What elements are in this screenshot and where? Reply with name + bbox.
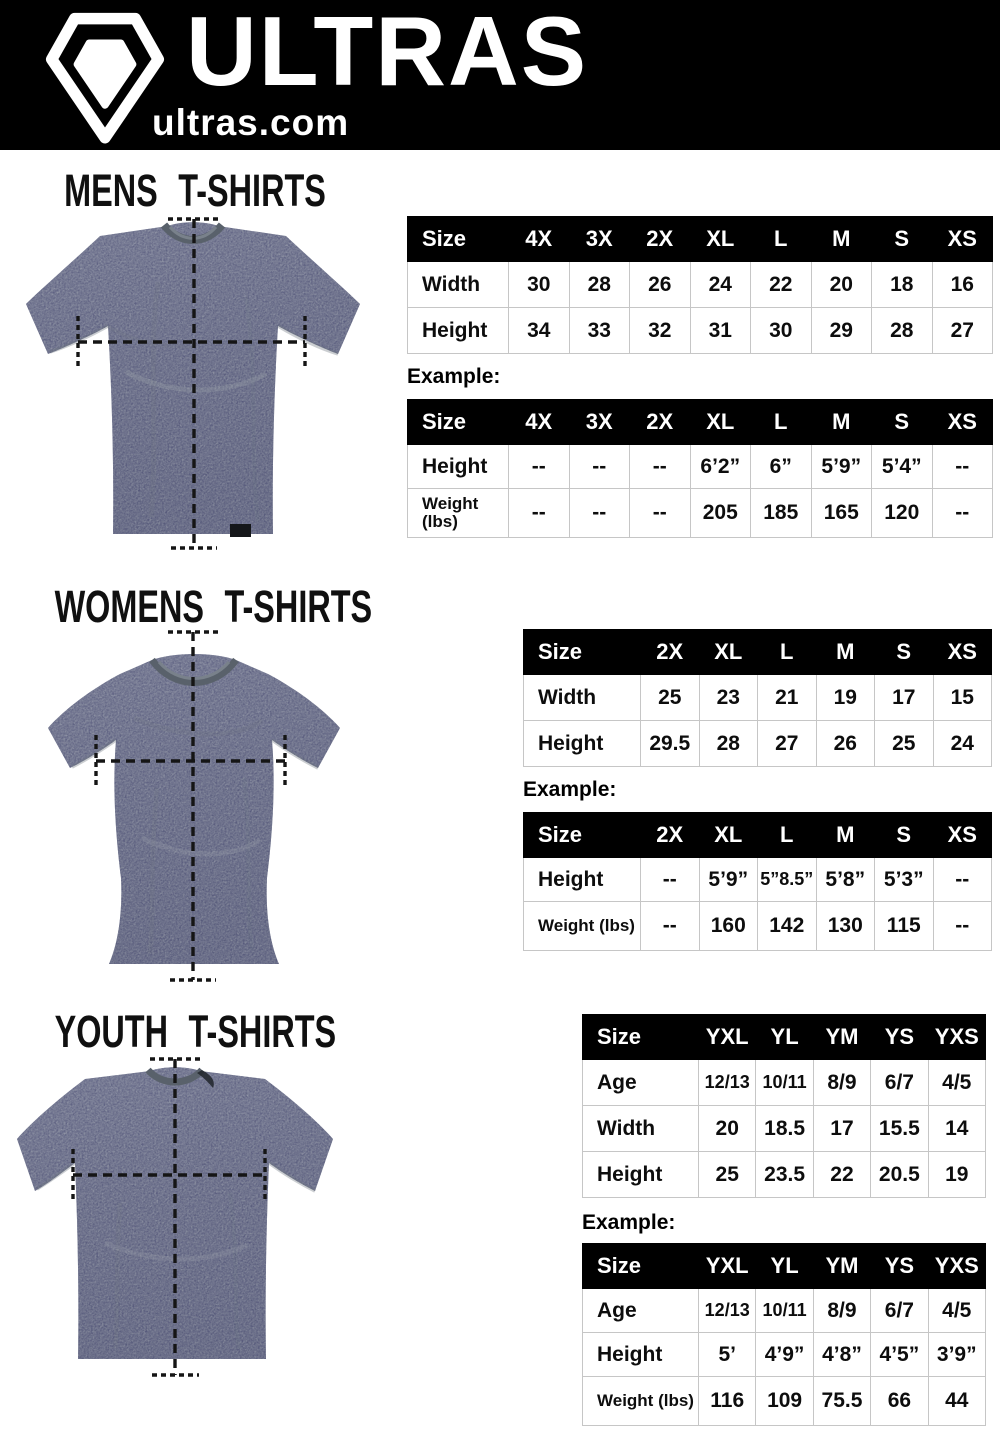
column-header: L: [751, 217, 812, 262]
table-cell: 32: [630, 308, 691, 354]
table-cell: 26: [630, 262, 691, 308]
column-header: XL: [690, 217, 751, 262]
youth-example-table: [582, 1243, 986, 1426]
column-header: S: [872, 400, 933, 445]
column-header: YXS: [928, 1015, 985, 1060]
table-header-row: [408, 217, 993, 262]
table-cell: --: [641, 858, 700, 902]
column-header: YXS: [928, 1244, 985, 1289]
table-cell: 120: [872, 489, 933, 538]
table-row: [583, 1333, 986, 1377]
table-cell: 185: [751, 489, 812, 538]
table-cell: 142: [758, 902, 817, 951]
table-cell: 165: [811, 489, 872, 538]
size-column-label: Size: [408, 217, 509, 262]
table-cell: 18: [872, 262, 933, 308]
column-header: 4X: [509, 217, 570, 262]
example-label-mens: Example:: [407, 365, 501, 388]
column-header: YL: [756, 1244, 813, 1289]
table-cell: --: [509, 489, 570, 538]
table-cell: 116: [699, 1377, 756, 1426]
table-row: [524, 858, 992, 902]
row-label: Width: [524, 675, 641, 721]
table-cell: 23.5: [756, 1152, 813, 1198]
size-column-label: Size: [524, 630, 641, 675]
table-cell: --: [933, 902, 992, 951]
table-row: [408, 489, 993, 538]
table-cell: 6”: [751, 445, 812, 489]
womens-tshirt-image: [22, 628, 404, 990]
table-cell: 130: [816, 902, 875, 951]
table-cell: 34: [509, 308, 570, 354]
example-label-youth: Example:: [582, 1211, 676, 1234]
site-url: ultras.com: [152, 102, 350, 143]
youth-tshirt-image: [15, 1053, 400, 1395]
table-cell: 33: [569, 308, 630, 354]
table-cell: --: [641, 902, 700, 951]
table-cell: 6/7: [871, 1289, 928, 1333]
table-cell: 24: [933, 721, 992, 767]
table-cell: 205: [690, 489, 751, 538]
table-cell: 21: [758, 675, 817, 721]
table-cell: 14: [928, 1106, 985, 1152]
table-cell: 8/9: [813, 1289, 870, 1333]
table-cell: --: [509, 445, 570, 489]
table-cell: 20: [699, 1106, 756, 1152]
table-cell: 5’9”: [811, 445, 872, 489]
column-header: 4X: [509, 400, 570, 445]
table-cell: 28: [569, 262, 630, 308]
column-header: L: [751, 400, 812, 445]
column-header: S: [875, 630, 934, 675]
table-cell: 28: [699, 721, 758, 767]
table-row: [524, 721, 992, 767]
column-header: M: [816, 630, 875, 675]
table-cell: 160: [699, 902, 758, 951]
mens-example-table: [407, 399, 993, 538]
column-header: 3X: [569, 217, 630, 262]
table-cell: 17: [875, 675, 934, 721]
table-cell: 5’8”: [816, 858, 875, 902]
column-header: YXL: [699, 1015, 756, 1060]
table-row: [583, 1060, 986, 1106]
table-cell: 29.5: [641, 721, 700, 767]
column-header: M: [811, 217, 872, 262]
table-row: [583, 1106, 986, 1152]
table-row: [408, 445, 993, 489]
row-label: Height: [583, 1333, 699, 1377]
column-header: YXL: [699, 1244, 756, 1289]
table-cell: 30: [751, 308, 812, 354]
table-cell: 25: [875, 721, 934, 767]
table-cell: 115: [875, 902, 934, 951]
column-header: XS: [933, 813, 992, 858]
table-cell: 109: [756, 1377, 813, 1426]
table-row: [583, 1152, 986, 1198]
table-cell: 5’4”: [872, 445, 933, 489]
brand-name: ULTRAS: [186, 0, 589, 106]
column-header: XL: [699, 630, 758, 675]
size-column-label: Size: [583, 1015, 699, 1060]
table-cell: 44: [928, 1377, 985, 1426]
row-label: Weight (lbs): [583, 1377, 699, 1426]
header-bar: [0, 0, 1000, 150]
table-cell: 18.5: [756, 1106, 813, 1152]
table-cell: 20.5: [871, 1152, 928, 1198]
example-label-womens: Example:: [523, 778, 617, 801]
table-cell: 25: [641, 675, 700, 721]
table-cell: 4’5”: [871, 1333, 928, 1377]
column-header: 2X: [630, 400, 691, 445]
table-cell: --: [932, 489, 993, 538]
column-header: 2X: [630, 217, 691, 262]
row-label: Weight (lbs): [408, 489, 509, 538]
table-cell: 15: [933, 675, 992, 721]
table-header-row: [524, 630, 992, 675]
mens-size-table: [407, 216, 993, 354]
table-row: [524, 902, 992, 951]
table-row: [408, 262, 993, 308]
table-cell: 6’2”: [690, 445, 751, 489]
table-cell: 4/5: [928, 1060, 985, 1106]
youth-size-table: [582, 1014, 986, 1198]
table-cell: 22: [813, 1152, 870, 1198]
row-label: Height: [408, 445, 509, 489]
table-header-row: [583, 1244, 986, 1289]
section-title-mens: MENS T-SHIRTS: [64, 165, 326, 216]
column-header: XS: [932, 217, 993, 262]
column-header: S: [872, 217, 933, 262]
womens-example-table: [523, 812, 992, 951]
row-label: Height: [408, 308, 509, 354]
column-header: YS: [871, 1244, 928, 1289]
section-title-womens: WOMENS T-SHIRTS: [54, 581, 373, 632]
column-header: L: [758, 630, 817, 675]
column-header: M: [811, 400, 872, 445]
table-cell: 12/13: [699, 1060, 756, 1106]
table-cell: 66: [871, 1377, 928, 1426]
table-row: [524, 675, 992, 721]
column-header: XL: [699, 813, 758, 858]
column-header: YL: [756, 1015, 813, 1060]
table-cell: 17: [813, 1106, 870, 1152]
table-cell: --: [932, 445, 993, 489]
mens-hem-tag: [230, 524, 251, 537]
table-header-row: [583, 1015, 986, 1060]
table-cell: 5’3”: [875, 858, 934, 902]
table-cell: --: [569, 489, 630, 538]
row-label: Height: [524, 721, 641, 767]
column-header: M: [816, 813, 875, 858]
table-cell: 28: [872, 308, 933, 354]
table-row: [583, 1377, 986, 1426]
column-header: YS: [871, 1015, 928, 1060]
row-label: Height: [583, 1152, 699, 1198]
table-cell: 24: [690, 262, 751, 308]
table-cell: 8/9: [813, 1060, 870, 1106]
table-cell: 19: [928, 1152, 985, 1198]
row-label: Width: [408, 262, 509, 308]
table-cell: 75.5: [813, 1377, 870, 1426]
table-header-row: [408, 400, 993, 445]
row-label: Weight (lbs): [524, 902, 641, 951]
table-cell: 5”8.5”: [758, 858, 817, 902]
size-column-label: Size: [524, 813, 641, 858]
table-cell: 5’: [699, 1333, 756, 1377]
table-cell: 16: [932, 262, 993, 308]
table-cell: 4’9”: [756, 1333, 813, 1377]
column-header: L: [758, 813, 817, 858]
table-cell: 27: [932, 308, 993, 354]
section-title-youth: YOUTH T-SHIRTS: [54, 1006, 337, 1057]
womens-size-table: [523, 629, 992, 767]
table-cell: 4/5: [928, 1289, 985, 1333]
table-cell: 26: [816, 721, 875, 767]
table-cell: 5’9”: [699, 858, 758, 902]
table-cell: --: [933, 858, 992, 902]
table-cell: 10/11: [756, 1289, 813, 1333]
table-row: [408, 308, 993, 354]
table-cell: 6/7: [871, 1060, 928, 1106]
row-label: Height: [524, 858, 641, 902]
column-header: XL: [690, 400, 751, 445]
table-cell: 29: [811, 308, 872, 354]
table-cell: 25: [699, 1152, 756, 1198]
column-header: XS: [932, 400, 993, 445]
size-column-label: Size: [408, 400, 509, 445]
table-cell: 4’8”: [813, 1333, 870, 1377]
table-cell: 31: [690, 308, 751, 354]
table-header-row: [524, 813, 992, 858]
column-header: YM: [813, 1244, 870, 1289]
table-cell: --: [630, 445, 691, 489]
column-header: 3X: [569, 400, 630, 445]
table-cell: --: [569, 445, 630, 489]
mens-tshirt-image: [8, 212, 393, 562]
row-label: Age: [583, 1060, 699, 1106]
table-cell: 20: [811, 262, 872, 308]
size-column-label: Size: [583, 1244, 699, 1289]
column-header: YM: [813, 1015, 870, 1060]
table-cell: 3’9”: [928, 1333, 985, 1377]
column-header: S: [875, 813, 934, 858]
table-cell: 15.5: [871, 1106, 928, 1152]
table-cell: 23: [699, 675, 758, 721]
table-cell: 12/13: [699, 1289, 756, 1333]
table-cell: 30: [509, 262, 570, 308]
column-header: 2X: [641, 630, 700, 675]
table-cell: 10/11: [756, 1060, 813, 1106]
row-label: Width: [583, 1106, 699, 1152]
table-cell: --: [630, 489, 691, 538]
table-cell: 27: [758, 721, 817, 767]
column-header: XS: [933, 630, 992, 675]
row-label: Age: [583, 1289, 699, 1333]
table-cell: 19: [816, 675, 875, 721]
table-row: [583, 1289, 986, 1333]
table-cell: 22: [751, 262, 812, 308]
column-header: 2X: [641, 813, 700, 858]
